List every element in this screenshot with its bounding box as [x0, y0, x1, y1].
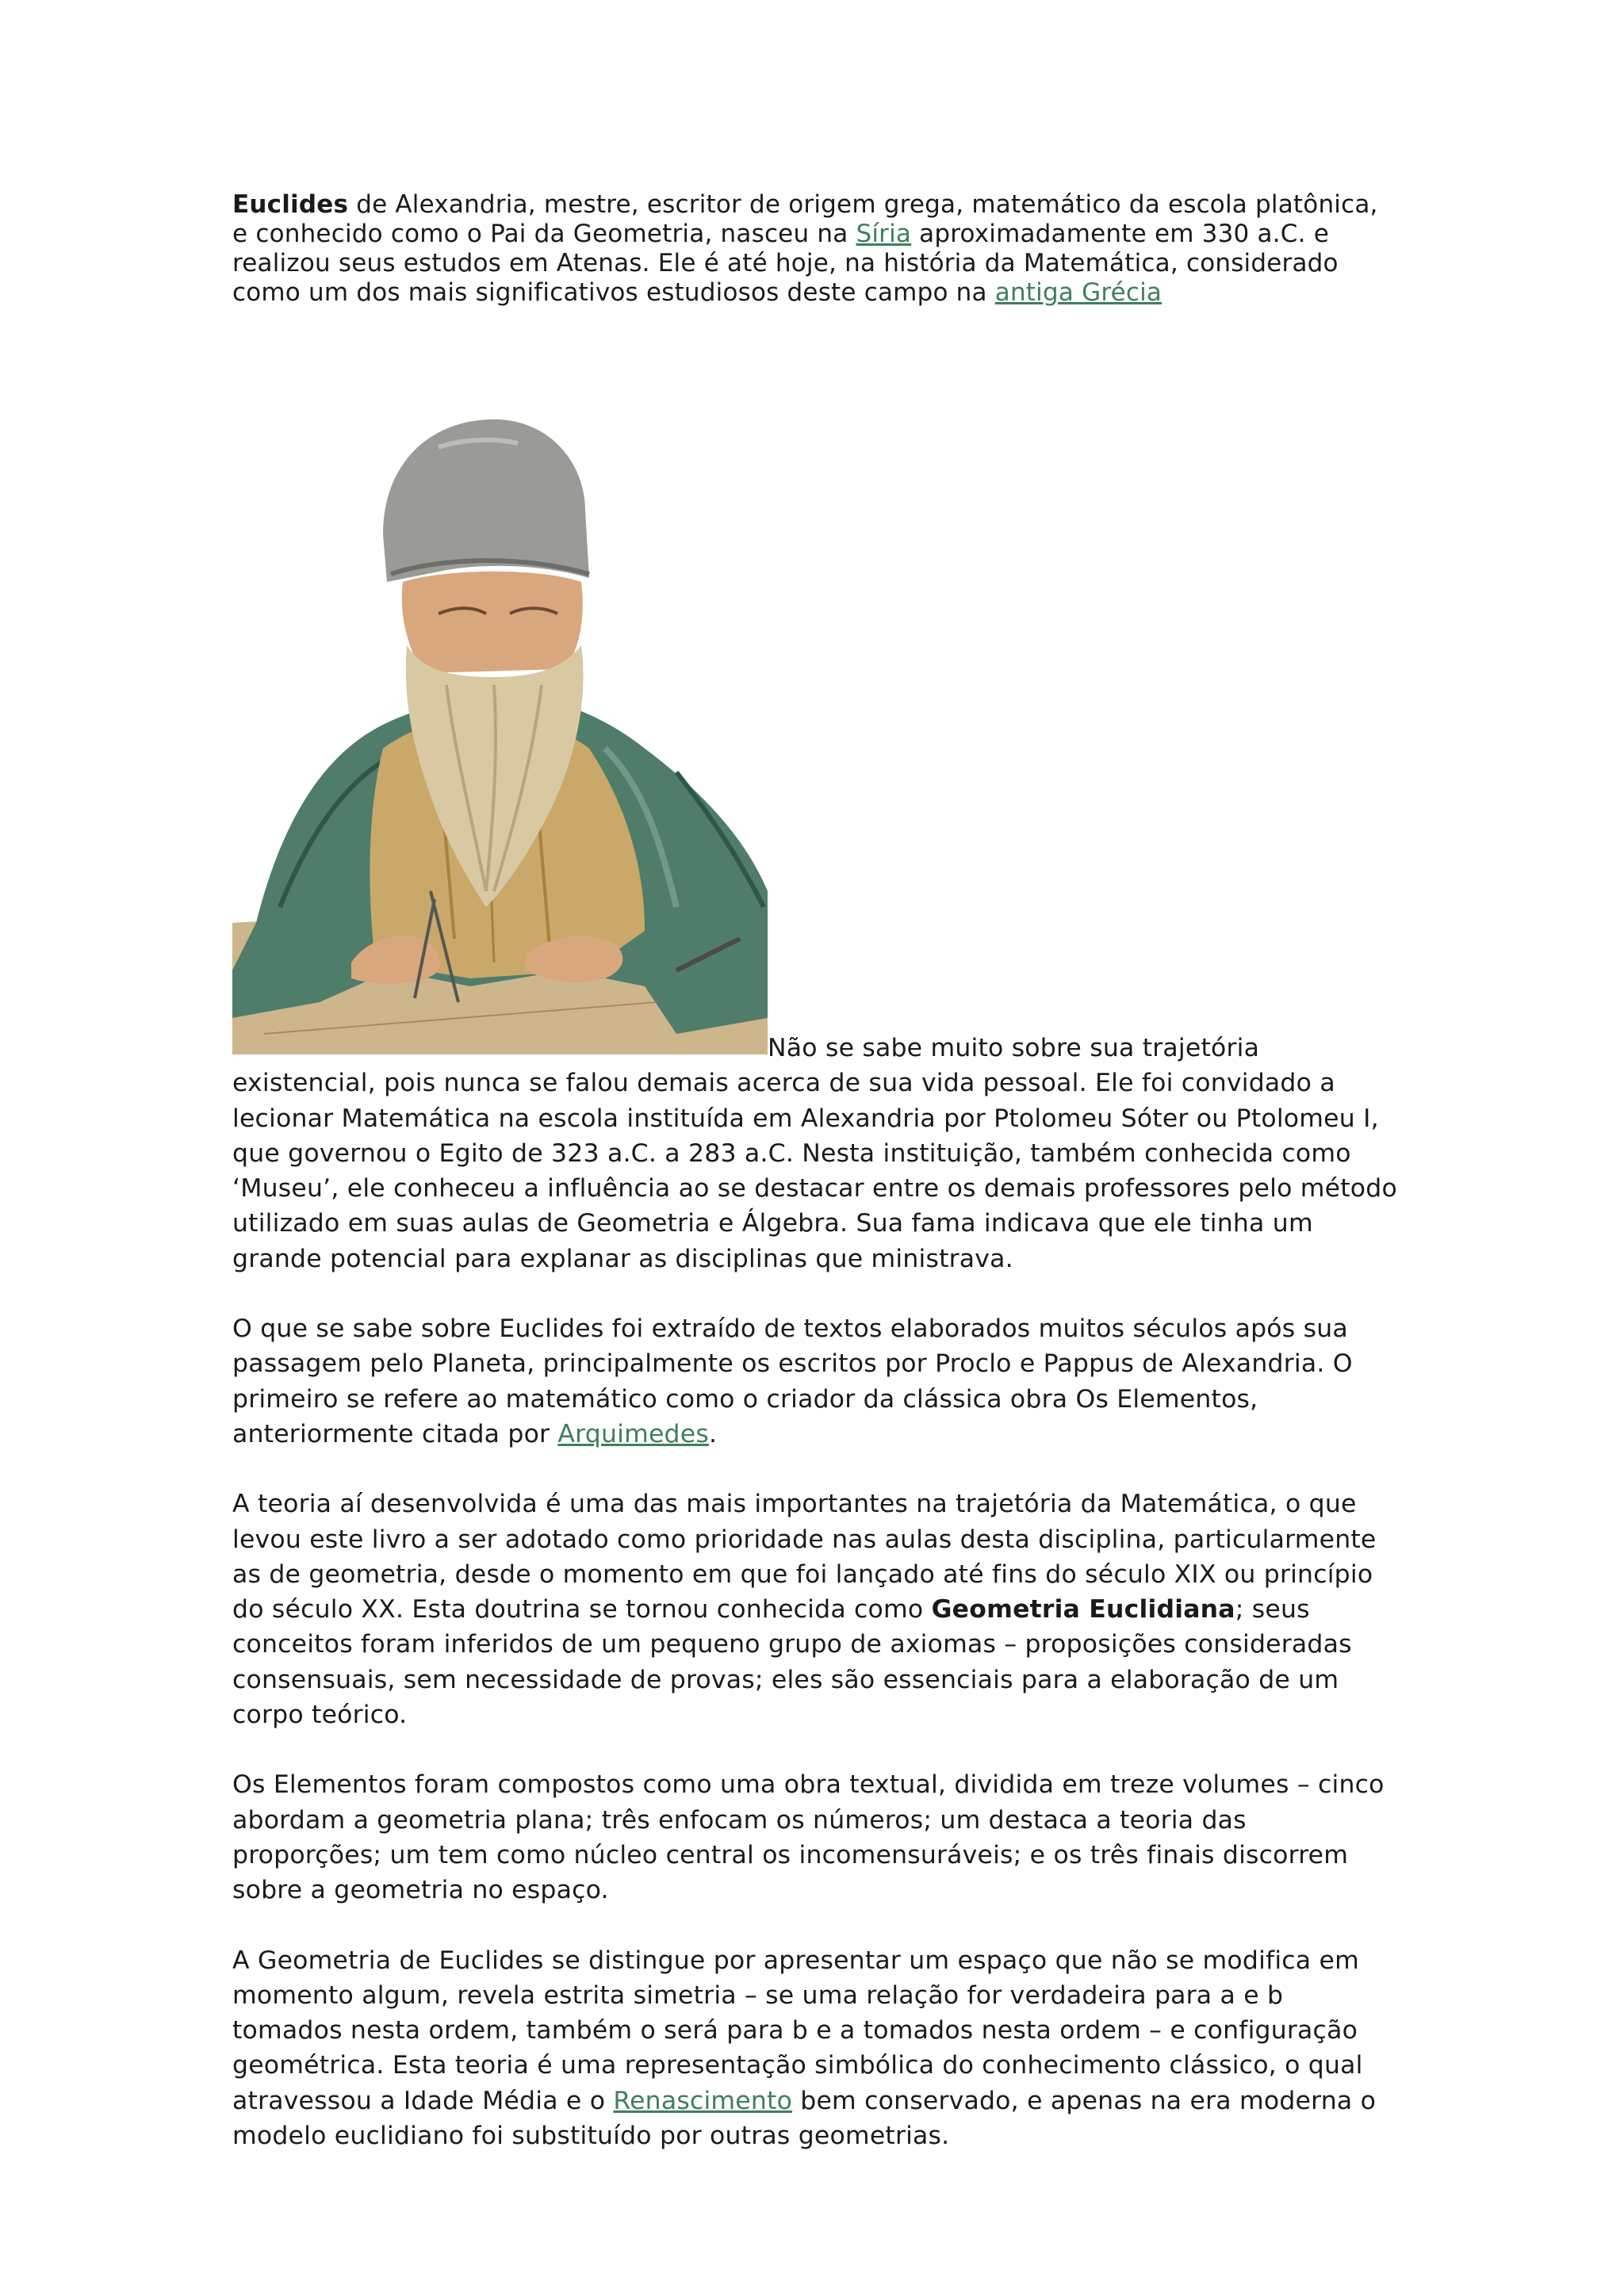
paragraph-trajetoria: [232, 417, 1398, 1276]
paragraph-geometria: [232, 1943, 1398, 2154]
paragraph-geometria-text-2: bem conservado, e apenas na era moderna o modelo euclidiano foi substituído por outras geometrias.: [232, 2086, 1377, 2151]
link-arquimedes[interactable]: Arquimedes: [557, 1419, 709, 1448]
paragraph-trajetoria-text: Não se sabe muito sobre sua trajetória existencial, pois nunca se falou demais acerca de sua vida pessoal. Ele foi convidado a lecionar Matemática na escola instituída em Alexandria por Ptolomeu Sóter ou Ptolomeu I, que governou o Egito de 323 a.C. a 283 a.C. Nesta instituição, também conhecida como ‘Museu’, ele conheceu a influência ao se destacar entre os demais professores pelo método utilizado em suas aulas de Geometria e Álgebra. Sua fama indicava que ele tinha um grande potencial para explanar as disciplinas que ministrava.: [232, 1034, 1397, 1273]
paragraph-teoria: [232, 1487, 1398, 1732]
euclides-portrait-image: [232, 415, 768, 1054]
intro-text-2: aproximadamente em 330 a.C. e realizou seus estudos em Atenas. Ele é até hoje, na história da Matemática, considerado como um dos mais significativos estudiosos deste campo na: [232, 220, 1339, 307]
paragraph-geometria-text-1: A Geometria de Euclides se distingue por apresentar um espaço que não se modifica em momento algum, revela estrita simetria – se uma relação for verdadeira para a e b tomados nesta ordem, também o será para b e a tomados nesta ordem – e configuração geométrica. Esta teoria é uma representação simbólica do conhecimento clássico, o qual atravessou a Idade Média e o: [232, 1946, 1363, 2115]
link-renascimento[interactable]: Renascimento: [613, 2086, 793, 2115]
document-page: [232, 190, 1398, 2153]
euclides-portrait-icon: [232, 415, 768, 1054]
paragraph-teoria-text-1: A teoria aí desenvolvida é uma das mais importantes na trajetória da Matemática, o que levou este livro a ser adotado como prioridade nas aulas desta disciplina, particularmente as de geometria, desde o momento em que foi lançado até fins do século XIX ou princípio do século XX. Esta doutrina se tornou conhecida como: [232, 1490, 1377, 1624]
geometria-euclidiana-bold: Geometria Euclidiana: [931, 1595, 1235, 1624]
link-antiga-grecia[interactable]: antiga Grécia: [994, 278, 1162, 307]
paragraph-teoria-text-2: ; seus conceitos foram inferidos de um pequeno grupo de axiomas – proposições consideradas consensuais, sem necessidade de provas; eles são essenciais para a elaboração de um corpo teórico.: [232, 1595, 1352, 1730]
paragraph-elementos: [232, 1767, 1398, 1908]
intro-name-bold: Euclides: [232, 190, 349, 219]
intro-paragraph: [232, 190, 1398, 308]
paragraph-elementos-text: Os Elementos foram compostos como uma obra textual, dividida em treze volumes – cinco abordam a geometria plana; três enfocam os números; um destaca a teoria das proporções; um tem como núcleo central os incomensuráveis; e os três finais discorrem sobre a geometria no espaço.: [232, 1770, 1385, 1905]
intro-text-1: de Alexandria, mestre, escritor de origem grega, matemático da escola platônica, e conhecido como o Pai da Geometria, nasceu na: [232, 190, 1378, 248]
link-siria[interactable]: Síria: [856, 220, 912, 248]
paragraph-fontes: [232, 1311, 1398, 1452]
paragraph-fontes-end: .: [708, 1419, 718, 1448]
paragraph-fontes-text: O que se sabe sobre Euclides foi extraído de textos elaborados muitos séculos após sua passagem pelo Planeta, principalmente os escritos por Proclo e Pappus de Alexandria. O primeiro se refere ao matemático como o criador da clássica obra Os Elementos, anteriormente citada por: [232, 1314, 1353, 1448]
